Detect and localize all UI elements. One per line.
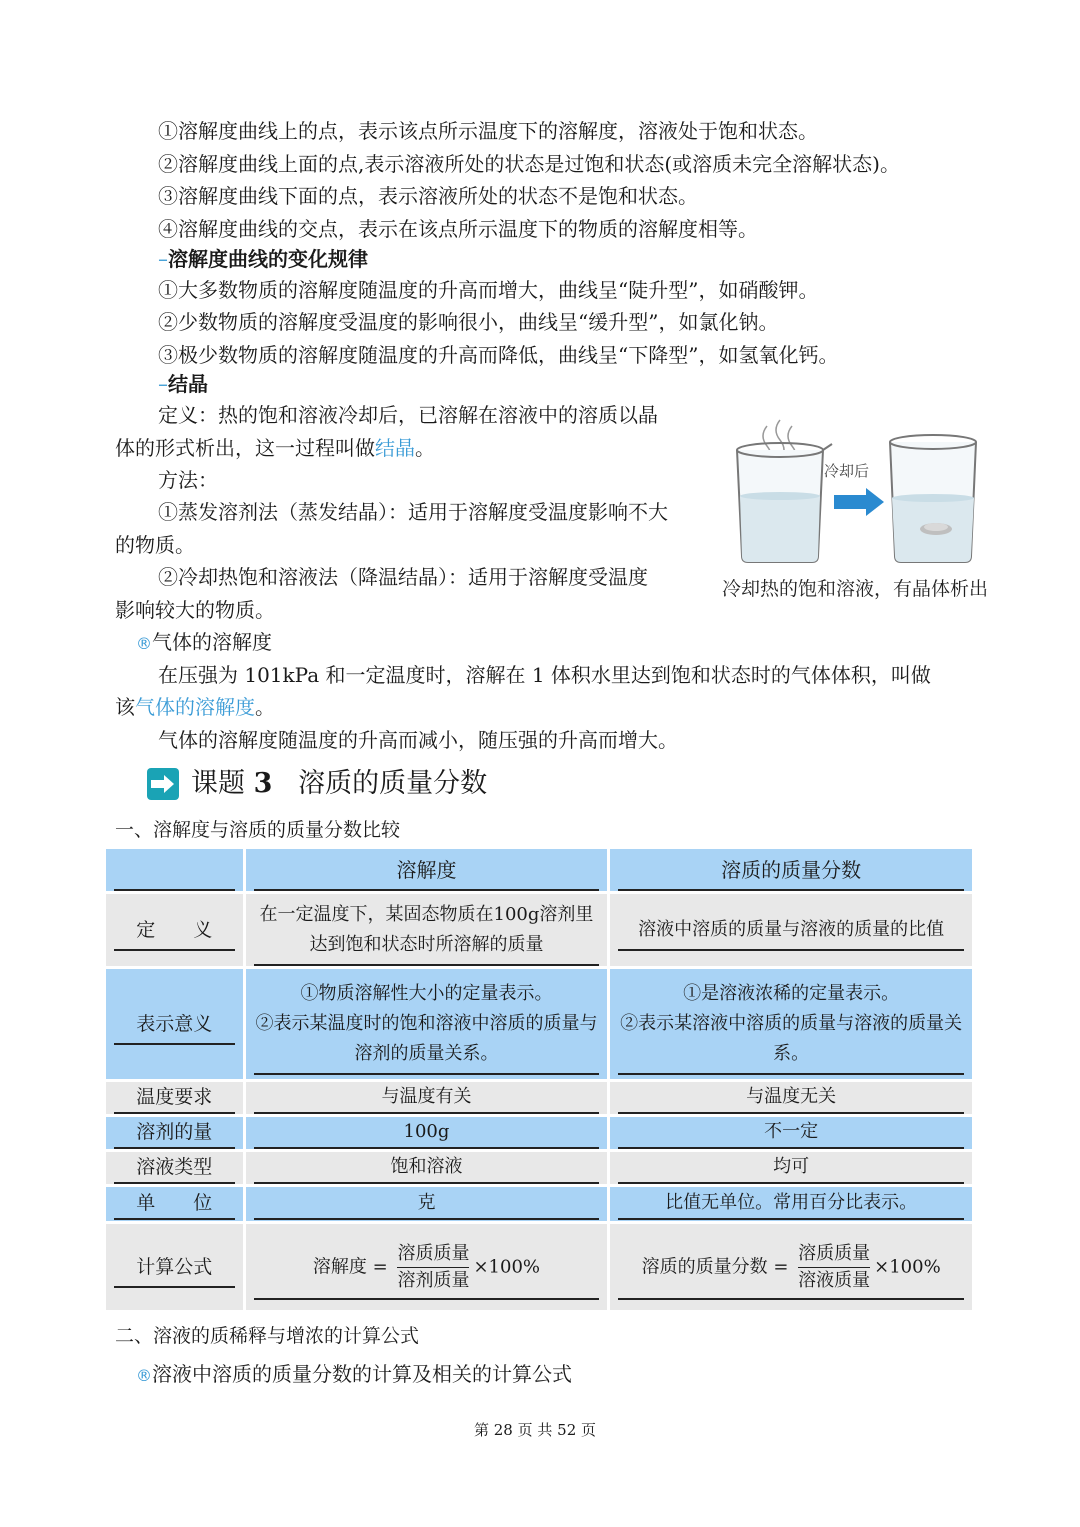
method-2-line2: 影响较大的物质。 xyxy=(115,598,275,622)
method-1-line2: 的物质。 xyxy=(115,533,195,557)
table-row: 溶液类型 饱和溶液 均可 xyxy=(106,1152,972,1184)
figure-caption: 冷却热的饱和溶液，有晶体析出 xyxy=(722,578,989,600)
table-row: 定 义 在一定温度下，某固态物质在100g溶剂里达到饱和状态时所溶解的质量 溶液中溶质的质量与溶液的质量的比值 xyxy=(106,894,972,966)
gas-heading: ®气体的溶解度 xyxy=(136,630,272,654)
table-row: 单 位 克 比值无单位。常用百分比表示。 xyxy=(106,1187,972,1221)
method-2-line1: ②冷却热饱和溶液法（降温结晶）：适用于溶解度受温度 xyxy=(158,565,648,589)
crystal-def-line1: 定义：热的饱和溶液冷却后，已溶解在溶液中的溶质以晶 xyxy=(158,403,658,427)
gas-para-1-line2: 该气体的溶解度。 xyxy=(115,695,275,719)
curve-point-item-3: ③溶解度曲线下面的点，表示溶液所处的状态不是饱和状态。 xyxy=(158,184,698,208)
rule-item-2: ②少数物质的溶解度受温度的影响很小，曲线呈“缓升型”，如氯化钠。 xyxy=(158,310,779,334)
col-header-solubility: 溶解度 xyxy=(254,849,600,891)
comparison-table xyxy=(103,846,975,1313)
col-header-mass-fraction: 溶质的质量分数 xyxy=(618,849,964,891)
crystal-term: 结晶 xyxy=(375,436,415,460)
arrow-right-icon xyxy=(147,768,179,800)
topic-title: 课题 3 溶质的质量分数 xyxy=(191,768,488,799)
mass-fraction-formula: 溶质的质量分数 = $\frac{\text{溶质质量}}{\text{溶液质量}}$ ×100% xyxy=(618,1235,964,1300)
method-1-line1: ①蒸发溶剂法（蒸发结晶）：适用于溶解度受温度影响不大 xyxy=(158,500,668,524)
curve-point-item-2: ②溶解度曲线上面的点,表示溶液所处的状态是过饱和状态(或溶质未完全溶解状态)。 xyxy=(158,152,900,176)
gas-para-1-line1: 在压强为 101kPa 和一定温度时，溶解在 1 体积水里达到饱和状态时的气体体积，叫做 xyxy=(158,663,931,687)
gas-para-2: 气体的溶解度随温度的升高而减小，随压强的升高而增大。 xyxy=(158,728,678,752)
method-label: 方法： xyxy=(158,468,218,492)
section-1-heading: 一、溶解度与溶质的质量分数比较 xyxy=(115,819,401,841)
table-row: 溶剂的量 100g 不一定 xyxy=(106,1117,972,1149)
rule-item-3: ③极少数物质的溶解度随温度的升高而降低，曲线呈“下降型”，如氢氧化钙。 xyxy=(158,343,839,367)
registered-icon: ® xyxy=(136,1366,152,1385)
figure-arrow-label: 冷却后 xyxy=(824,462,870,480)
gas-term: 气体的溶解度 xyxy=(135,695,255,719)
cooling-beaker-figure xyxy=(722,408,989,600)
rule-item-1: ①大多数物质的溶解度随温度的升高而增大，曲线呈“陡升型”，如硝酸钾。 xyxy=(158,278,819,302)
table-row: 温度要求 与温度有关 与温度无关 xyxy=(106,1082,972,1114)
solubility-formula: 溶解度 = $\frac{\text{溶质质量}}{\text{溶剂质量}}$ ×100% xyxy=(254,1235,600,1300)
curve-point-item-1: ①溶解度曲线上的点，表示该点所示温度下的溶解度，溶液处于饱和状态。 xyxy=(158,119,818,143)
page-footer: 第 28 页 共 52 页 xyxy=(474,1421,597,1439)
section-2-heading: 二、溶液的质稀释与增浓的计算公式 xyxy=(115,1325,420,1347)
registered-icon: ® xyxy=(136,634,152,653)
crystal-heading: –结晶 xyxy=(158,372,208,396)
table-row: 计算公式 溶解度 = $\frac{\text{溶质质量}}{\text{溶剂质量}}$ ×100% 溶质的质量分数 = $\frac{\text{溶质质量}}{\text{溶液质量}}$ ×100% xyxy=(106,1224,972,1310)
sub-heading: ®溶液中溶质的质量分数的计算及相关的计算公式 xyxy=(136,1362,572,1386)
table-header-row xyxy=(106,849,972,891)
rules-heading: –溶解度曲线的变化规律 xyxy=(158,247,368,271)
curve-point-item-4: ④溶解度曲线的交点，表示在该点所示温度下的物质的溶解度相等。 xyxy=(158,217,758,241)
table-row: 表示意义 ①物质溶解性大小的定量表示。 ②表示某温度时的饱和溶液中溶质的质量与溶剂的质量关系。 ①是溶液浓稀的定量表示。 ②表示某溶液中溶质的质量与溶液的质量关系。 xyxy=(106,969,972,1079)
crystal-def-line2: 体的形式析出，这一过程叫做结晶。 xyxy=(115,436,435,460)
